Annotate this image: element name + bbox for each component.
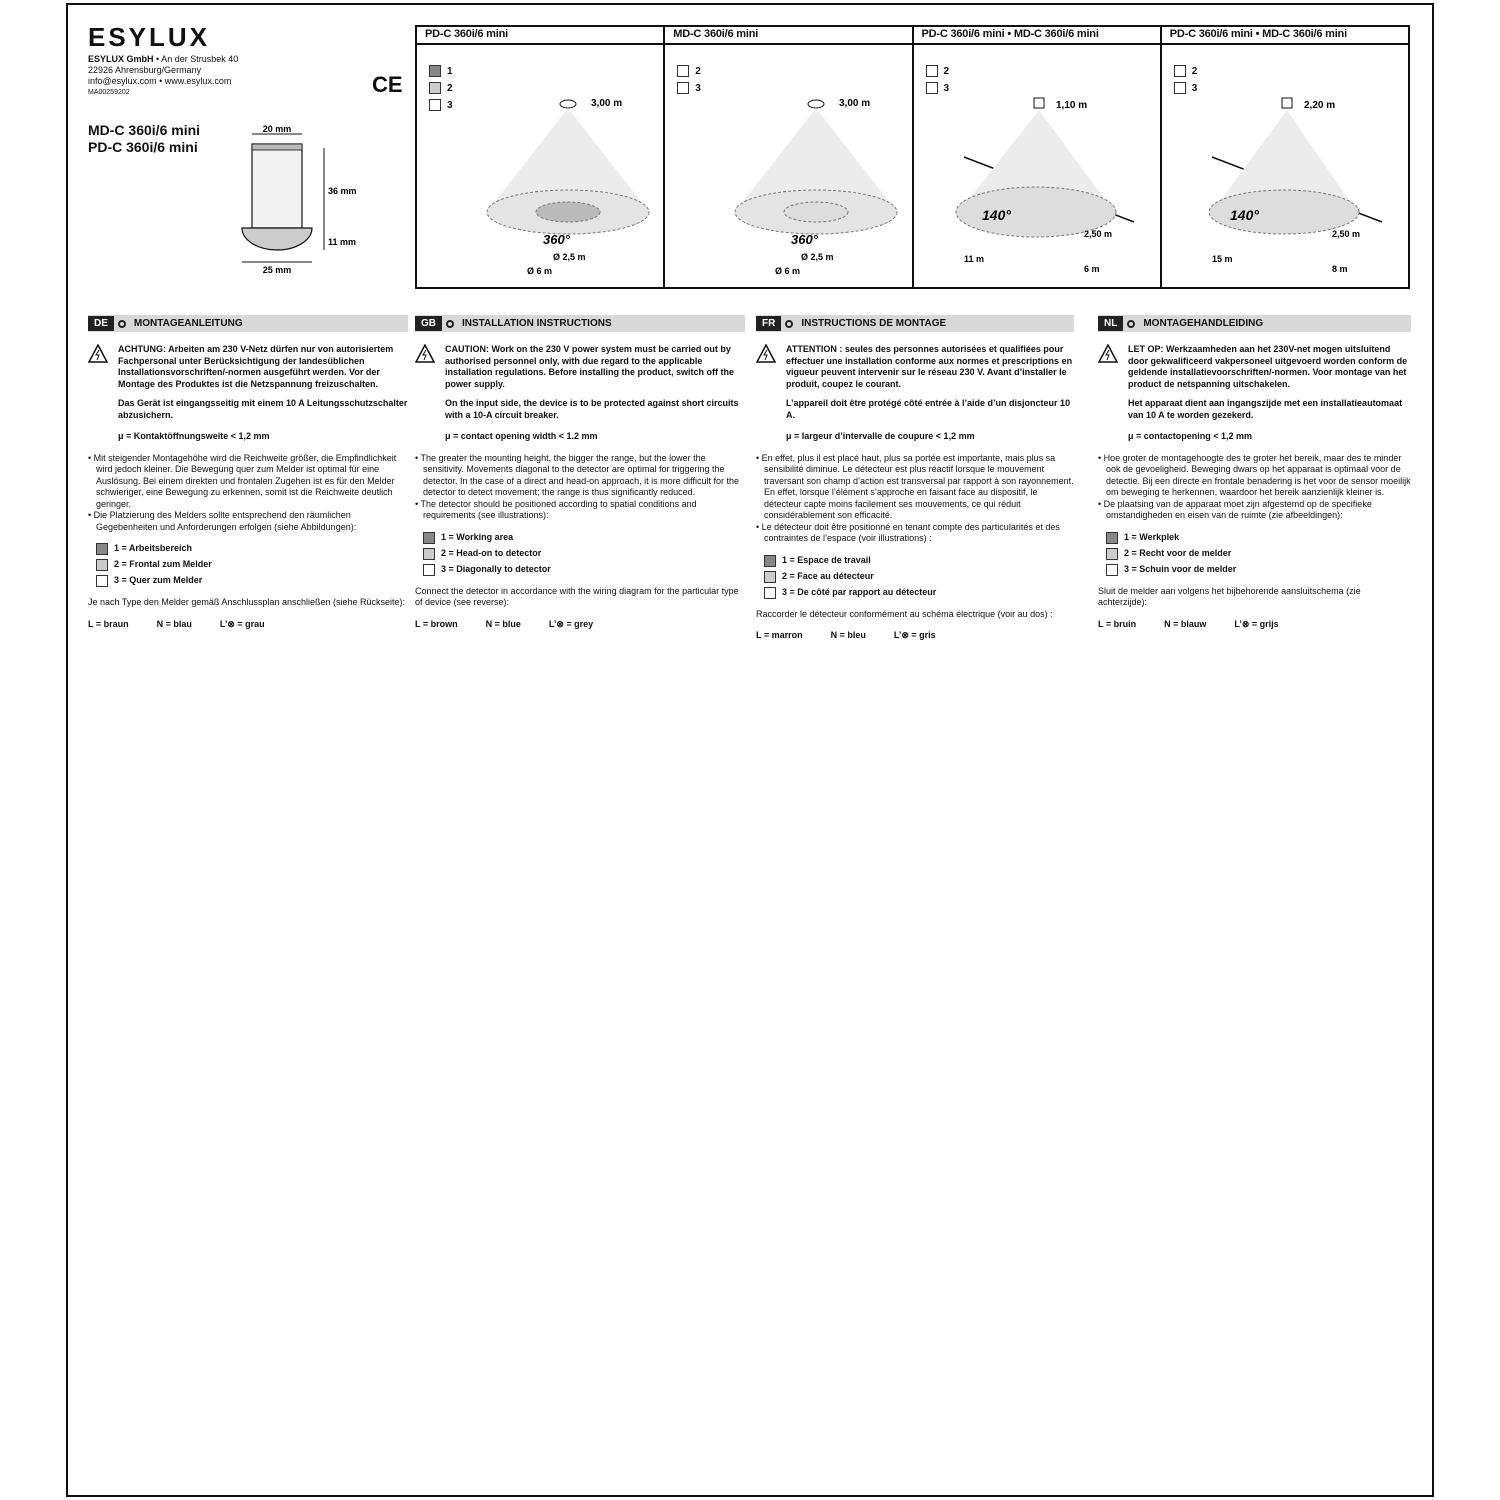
mode-icon	[1106, 548, 1118, 560]
section-title: MONTAGEANLEITUNG	[133, 318, 243, 329]
bullet-icon	[785, 320, 793, 328]
svg-text:Ø 6 m: Ø 6 m	[775, 266, 801, 276]
dimension-drawing	[228, 122, 368, 277]
dim-bottom: 25 mm	[262, 265, 292, 275]
mode-icon	[926, 65, 938, 77]
mode-icon	[764, 571, 776, 583]
bullet-icon	[1127, 320, 1135, 328]
warning-icon	[756, 344, 776, 364]
header-title: PD-C 360i/6 mini	[417, 27, 663, 45]
dim-body: 36 mm	[328, 186, 357, 196]
section-fr: FR INSTRUCTIONS DE MONTAGE ATTENTION : seules des personnes autorisées et qualifiées pour effectuer une installation conforme aux normes et prescriptions en vigueur peuvent intervenir sur le réseau 230 V. Avant d’installer le produit, coupez le courant. L’appareil doit être protégé côté entrée à l’aide d’un disjoncteur 10 A. μ = largeur d’intervalle de coupure < 1,2 mm • En effet, plus il est placé haut, plus sa portée est importante, mais plus sa sensibilité diminue. Le détecteur est plus réactif lorsque le mouvement traversant son champ d’action est transversal par rapport à son rayonnement. En effet, lorsque l’élément s’approche en faisant face au dispositif, le détecteur capte moins facilement ses mouvements, ce qui réduit considérablement son efficacité. • Le détecteur doit être positionné en tenant compte des particularités et des contraintes de l’espace (voir illustrations) : 1 = Espace de travail 2 = Face au détecteur 3 = De côté par rapport au détecteur Raccorder le détecteur conformément au schéma électrique (voir au dos) : L = marron N = bleu L’⊗ = gris	[756, 315, 1074, 642]
mode-icon	[764, 587, 776, 599]
mode-icon	[429, 99, 441, 111]
dim-dome: 11 mm	[328, 237, 357, 247]
section-title: MONTAGEHANDLEIDING	[1143, 318, 1264, 329]
svg-text:Ø 2,5 m: Ø 2,5 m	[801, 252, 834, 262]
esylux-logo: ESYLUX	[88, 22, 211, 52]
language-tag: FR	[756, 316, 781, 331]
section-title: INSTALLATION INSTRUCTIONS	[462, 318, 612, 329]
section-de: DE MONTAGEANLEITUNG ACHTUNG: Arbeiten am 230 V-Netz dürfen nur von autorisiertem Fachpersonal unter Berücksichtigung der landesüblichen Installationsvorschriften/-normen ausgeführt werden. Vor der Montage des Produktes ist die Netzspannung freizuschalten. Das Gerät ist eingangsseitig mit einem 10 A Leitungsschutzschalter abzusichern. μ = Kontaktöffnungsweite < 1,2 mm • Mit steigender Montagehöhe wird die Reichweite größer, die Empfindlichkeit wird jedoch kleiner. Die Bewegung quer zum Melder ist optimal für eine Auslösung. Bei einem direkten und frontalen Zugehen ist es für den Melder schwieriger, eine Bewegung zu erkennen, somit ist die Reichweite deutlich geringer. • Die Platzierung des Melders sollte entsprechend den räumlichen Gegebenheiten und Anforderungen erfolgen (siehe Abbildungen): 1 = Arbeitsbereich 2 = Frontal zum Melder 3 = Quer zum Melder Je nach Type den Melder gemäß Anschlussplan anschließen (siehe Rückseite): L = braun N = blau L’⊗ = grau	[88, 315, 408, 630]
ce-mark: CE	[372, 72, 403, 97]
header-col-1: PD-C 360i/6 mini 1 2 3 3,00 m 360° Ø 2,5 m Ø 6 m	[417, 27, 665, 287]
mode-icon	[423, 564, 435, 576]
mode-icon	[423, 532, 435, 544]
svg-text:11 m: 11 m	[963, 254, 984, 264]
header-title: PD-C 360i/6 mini • MD-C 360i/6 mini	[1162, 27, 1408, 45]
svg-text:360°: 360°	[791, 232, 819, 247]
product-title: MD-C 360i/6 mini PD-C 360i/6 mini	[88, 122, 201, 155]
header-col-2: MD-C 360i/6 mini 2 3 3,00 m 360° Ø 2,5 m Ø 6 m	[665, 27, 913, 287]
mode-icon	[677, 82, 689, 94]
company-info: ESYLUX GmbH • An der Strusbek 40 22926 Ahrensburg/Germany info@esylux.com • www.esylux.com MA00259202	[88, 54, 239, 96]
svg-text:2,50 m: 2,50 m	[1331, 229, 1360, 239]
mode-icon	[423, 548, 435, 560]
section-gb: GB INSTALLATION INSTRUCTIONS CAUTION: Work on the 230 V power system must be carried out by authorised personnel only, with due regard to the applicable installation regulations. Before installing the product, switch off the power supply. On the input side, the device is to be protected against short circuits with a 10-A circuit breaker. μ = contact opening width < 1.2 mm • The greater the mounting height, the bigger the range, but the lower the sensitivity. Movements diagonal to the detector are optimal for triggering the detector. In the case of a direct and head-on approach, it is more difficult for the detector to detect movement; the range is thus significantly reduced. • The detector should be positioned according to spatial conditions and requirements (see illustrations): 1 = Working area 2 = Head-on to detector 3 = Diagonally to detector Connect the detector in accordance with the wiring diagram for the particular type of device (see reverse): L = brown N = blue L’⊗ = grey	[415, 315, 745, 630]
svg-text:Ø 2,5 m: Ø 2,5 m	[553, 252, 586, 262]
mode-icon	[677, 65, 689, 77]
detection-header	[415, 25, 1410, 289]
header-col-4: PD-C 360i/6 mini • MD-C 360i/6 mini 2 3 2,20 m 140° 2,50 m 15 m 8 m	[1162, 27, 1408, 287]
mode-icon	[96, 559, 108, 571]
section-nl: NL MONTAGEHANDLEIDING LET OP: Werkzaamheden aan het 230V-net mogen uitsluitend door gekwalificeerd vakpersoneel uitgevoerd worden conform de geldende installatievoorschriften/-normen. Voor montage van het product de netspanning uitschakelen. Het apparaat dient aan ingangszijde met een installatieautomaat van 10 A te worden gezekerd. μ = contactopening < 1,2 mm • Hoe groter de montagehoogte des te groter het bereik, maar des te minder ook de gevoeligheid. Beweging dwars op het apparaat is optimaal voor de detectie. Bij een directe en frontale benadering is het voor de sensor moeilijk om beweging te herkennen, waardoor het bereik aanzienlijk kleiner is. • De plaatsing van de apparaat moet zijn afgestemd op de specifieke omstandigheden en eisen van de ruimte (zie afbeeldingen): 1 = Werkplek 2 = Recht voor de melder 3 = Schuin voor de melder Sluit de melder aan volgens het bijbehorende aansluitschema (zie achterzijde): L = bruin N = blauw L’⊗ = grijs	[1098, 315, 1411, 630]
warning-icon	[1098, 344, 1118, 364]
bullet-icon	[446, 320, 454, 328]
cone-diagram	[1172, 82, 1402, 282]
svg-text:15 m: 15 m	[1211, 254, 1233, 264]
header-col-3: PD-C 360i/6 mini • MD-C 360i/6 mini 2 3 1,10 m 140° 2,50 m 11 m 6 m	[914, 27, 1162, 287]
mode-icon	[764, 555, 776, 567]
svg-text:140°: 140°	[981, 207, 1011, 223]
mode-icon	[1106, 532, 1118, 544]
svg-text:1,10 m: 1,10 m	[1055, 100, 1087, 111]
cone-diagram	[457, 82, 657, 282]
language-tag: GB	[415, 316, 442, 331]
warning-icon	[415, 344, 435, 364]
svg-text:6 m: 6 m	[1083, 264, 1100, 274]
svg-text:Ø 6 m: Ø 6 m	[527, 266, 553, 276]
cone-diagram	[924, 82, 1154, 282]
svg-text:2,20 m: 2,20 m	[1303, 100, 1335, 111]
mode-icon	[429, 82, 441, 94]
bullet-icon	[118, 320, 126, 328]
cone-diagram	[705, 82, 905, 282]
language-tag: NL	[1098, 316, 1123, 331]
mode-icon	[96, 543, 108, 555]
svg-text:140°: 140°	[1229, 207, 1259, 223]
dim-top: 20 mm	[262, 124, 292, 134]
mode-icon	[1174, 65, 1186, 77]
svg-text:360°: 360°	[543, 232, 570, 247]
language-tag: DE	[88, 316, 114, 331]
header-title: MD-C 360i/6 mini	[665, 27, 911, 45]
svg-text:8 m: 8 m	[1331, 264, 1348, 274]
svg-text:2,50 m: 2,50 m	[1083, 229, 1112, 239]
svg-text:3,00 m: 3,00 m	[839, 98, 871, 109]
mode-icon	[96, 575, 108, 587]
section-title: INSTRUCTIONS DE MONTAGE	[801, 318, 947, 329]
warning-icon	[88, 344, 108, 364]
svg-text:3,00 m: 3,00 m	[591, 98, 623, 109]
mode-icon	[1106, 564, 1118, 576]
mode-icon	[429, 65, 441, 77]
header-title: PD-C 360i/6 mini • MD-C 360i/6 mini	[914, 27, 1160, 45]
